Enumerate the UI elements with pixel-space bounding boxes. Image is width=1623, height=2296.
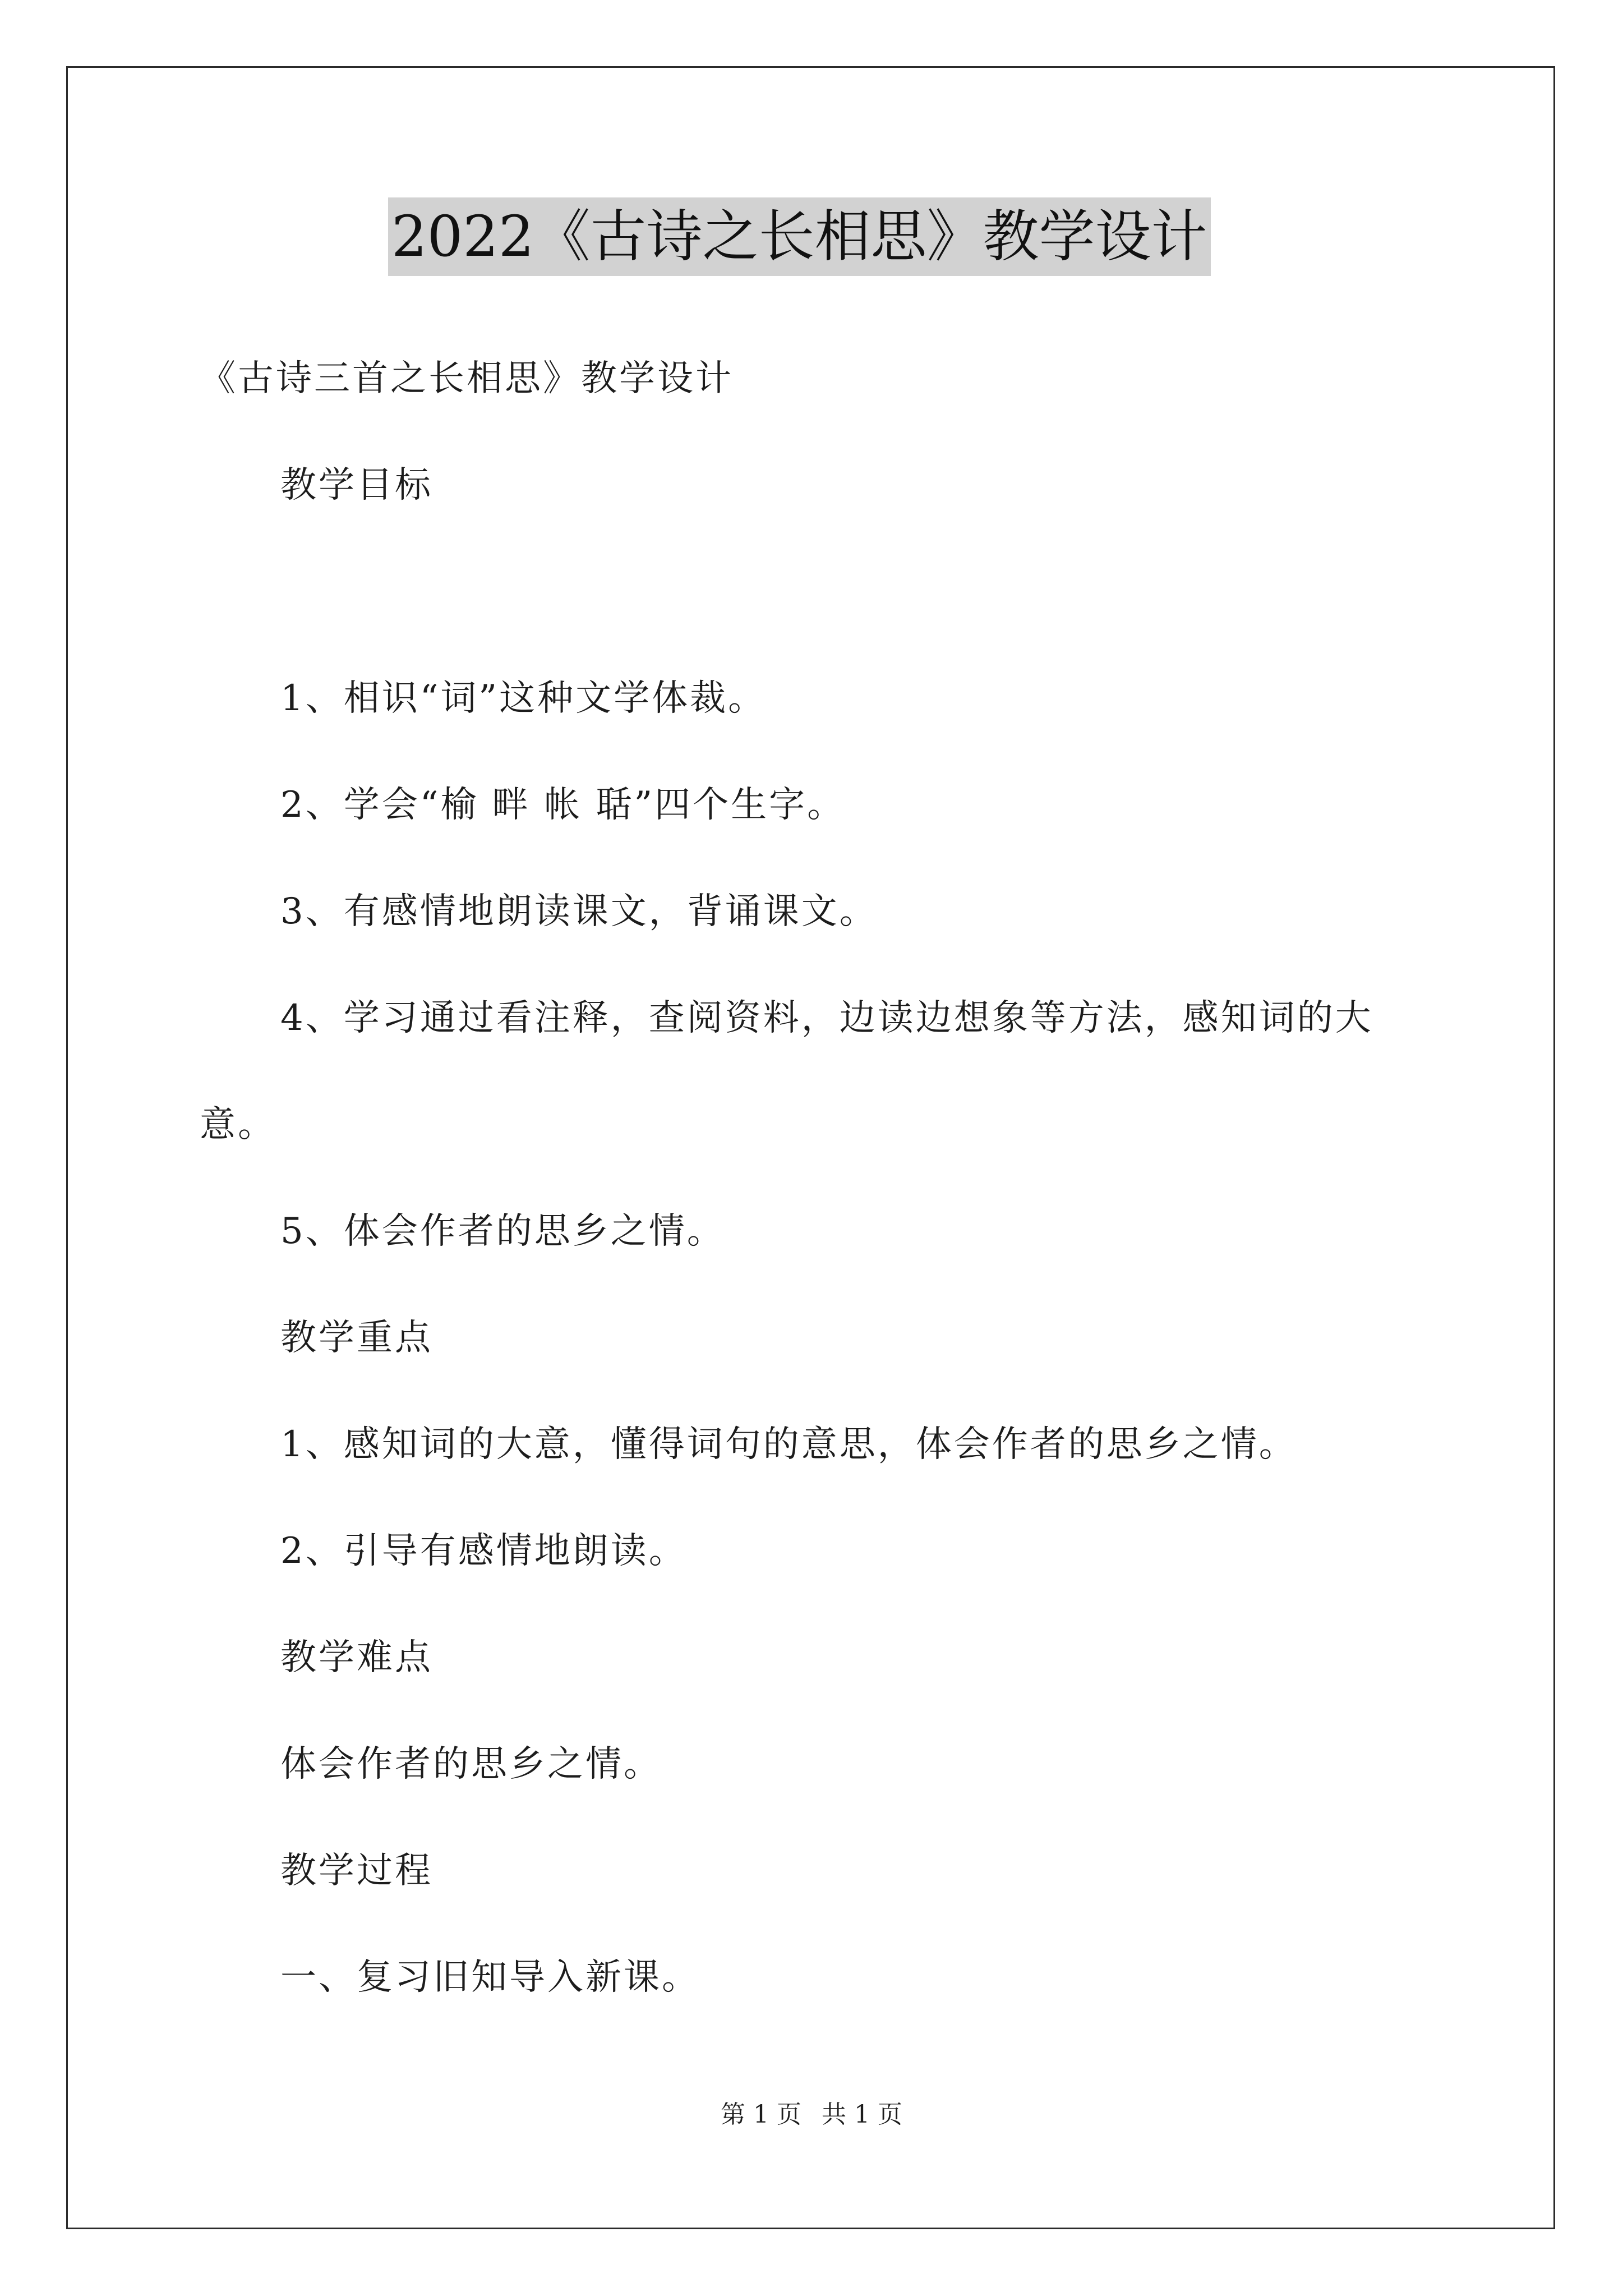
objective-4: 4、学习通过看注释，查阅资料，边读边想象等方法，感知词的大	[280, 997, 1373, 1039]
key-point-2: 2、引导有感情地朗读。	[280, 1530, 687, 1572]
difficulty-1: 体会作者的思乡之情。	[280, 1743, 662, 1785]
heading-key-points: 教学重点	[280, 1317, 433, 1359]
document-title: 2022《古诗之长相思》教学设计	[388, 197, 1211, 276]
objective-4-continued: 意。	[200, 1104, 276, 1145]
objective-3: 3、有感情地朗读课文，背诵课文。	[280, 891, 878, 932]
page-total: 共 1 页	[822, 2100, 902, 2129]
page-footer	[0, 2098, 1623, 2132]
heading-process: 教学过程	[280, 1850, 433, 1892]
objective-2: 2、学会“榆 畔 帐 聒”四个生字。	[280, 784, 846, 826]
heading-difficulties: 教学难点	[280, 1637, 433, 1678]
objective-1: 1、相识“词”这种文学体裁。	[280, 678, 767, 719]
objective-5: 5、体会作者的思乡之情。	[280, 1211, 725, 1252]
page-number: 第 1 页	[721, 2100, 801, 2129]
heading-objectives: 教学目标	[280, 464, 433, 506]
key-point-1: 1、感知词的大意，懂得词句的意思，体会作者的思乡之情。	[280, 1424, 1297, 1465]
subtitle-line: 《古诗三首之长相思》教学设计	[200, 358, 734, 399]
process-step-1: 一、复习旧知导入新课。	[280, 1957, 700, 1998]
